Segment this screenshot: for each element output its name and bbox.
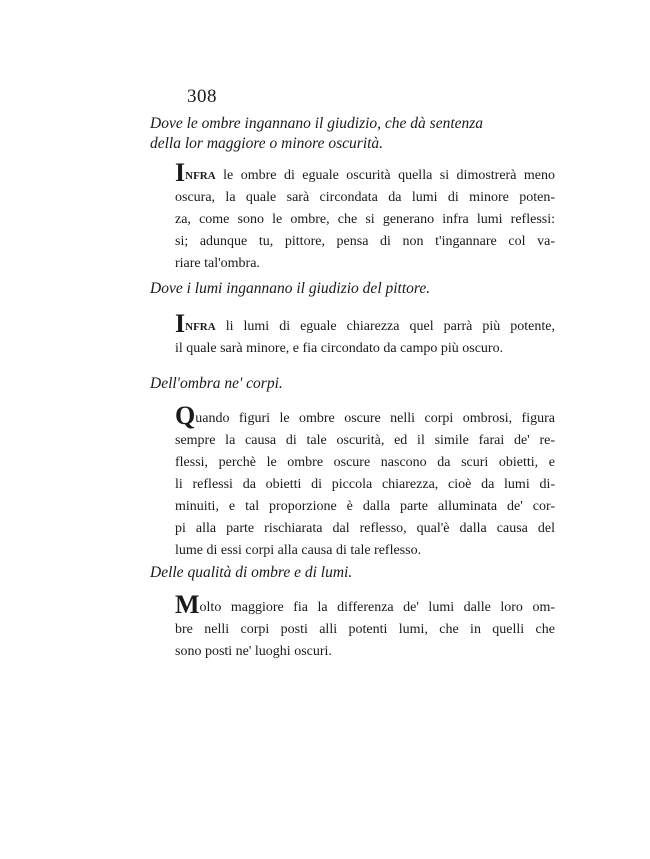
paragraph-line: INFRA le ombre di eguale oscurità quella si dimostrerà meno <box>175 158 555 187</box>
section-heading <box>150 279 570 299</box>
heading-line: Delle qualità di ombre e di lumi. <box>150 564 353 581</box>
paragraph <box>175 309 555 360</box>
paragraph-line: bre nelli corpi posti alli potenti lumi, che in quelli che <box>175 622 555 637</box>
paragraph-line: riare tal'ombra. <box>175 256 260 271</box>
paragraph-line: flessi, perchè le ombre oscure nascono da scuri obietti, e <box>175 455 555 470</box>
paragraph-line: sono posti ne' luoghi oscuri. <box>175 644 332 659</box>
heading-line: Dell'ombra ne' corpi. <box>150 375 283 392</box>
paragraph-line: Molto maggiore fia la differenza de' lumi dalle loro om- <box>175 590 555 619</box>
paragraph-line: Quando figuri le ombre oscure nelli corpi ombrosi, figura <box>175 401 555 430</box>
drop-capital: I <box>175 158 186 187</box>
paragraph-line: INFRA li lumi di eguale chiarezza quel parrà più potente, <box>175 309 555 338</box>
heading-line: Dove le ombre ingannano il giudizio, che dà sentenza <box>150 115 484 132</box>
drop-capital: M <box>175 590 200 619</box>
paragraph <box>175 401 555 562</box>
paragraph-line: pi alla parte rischiarata dal reflesso, qual'è dalla causa del <box>175 521 555 536</box>
paragraph-line: si; adunque tu, pittore, pensa di non t'ingannare col va- <box>175 234 555 249</box>
heading-line: Dove i lumi ingannano il giudizio del pittore. <box>150 280 431 297</box>
paragraph <box>175 590 555 663</box>
paragraph-line: sempre la causa di tale oscurità, ed il simile farai de' re- <box>175 433 555 448</box>
paragraph-line: za, come sono le ombre, che si generano infra lumi reflessi: <box>175 212 555 227</box>
small-caps: NFRA <box>185 321 216 333</box>
drop-capital: I <box>175 309 186 338</box>
paragraph-line: oscura, la quale sarà circondata da lumi di minore poten- <box>175 190 555 205</box>
small-caps: NFRA <box>185 170 216 182</box>
section-heading <box>150 374 570 394</box>
paragraph-line: minuiti, e tal proporzione è dalla parte alluminata de' cor- <box>175 499 555 514</box>
paragraph-line: il quale sarà minore, e fia circondato da campo più oscuro. <box>175 341 504 356</box>
paragraph-line: li reflessi da obietti di piccola chiarezza, cioè da lumi di- <box>175 477 555 492</box>
heading-line: della lor maggiore o minore oscurità. <box>150 135 384 152</box>
paragraph-line: lume di essi corpi alla causa di tale reflesso. <box>175 543 422 558</box>
section-heading <box>150 114 570 154</box>
drop-capital: Q <box>175 401 196 430</box>
page-number: 308 <box>187 86 217 107</box>
section-heading <box>150 563 570 583</box>
paragraph <box>175 158 555 275</box>
